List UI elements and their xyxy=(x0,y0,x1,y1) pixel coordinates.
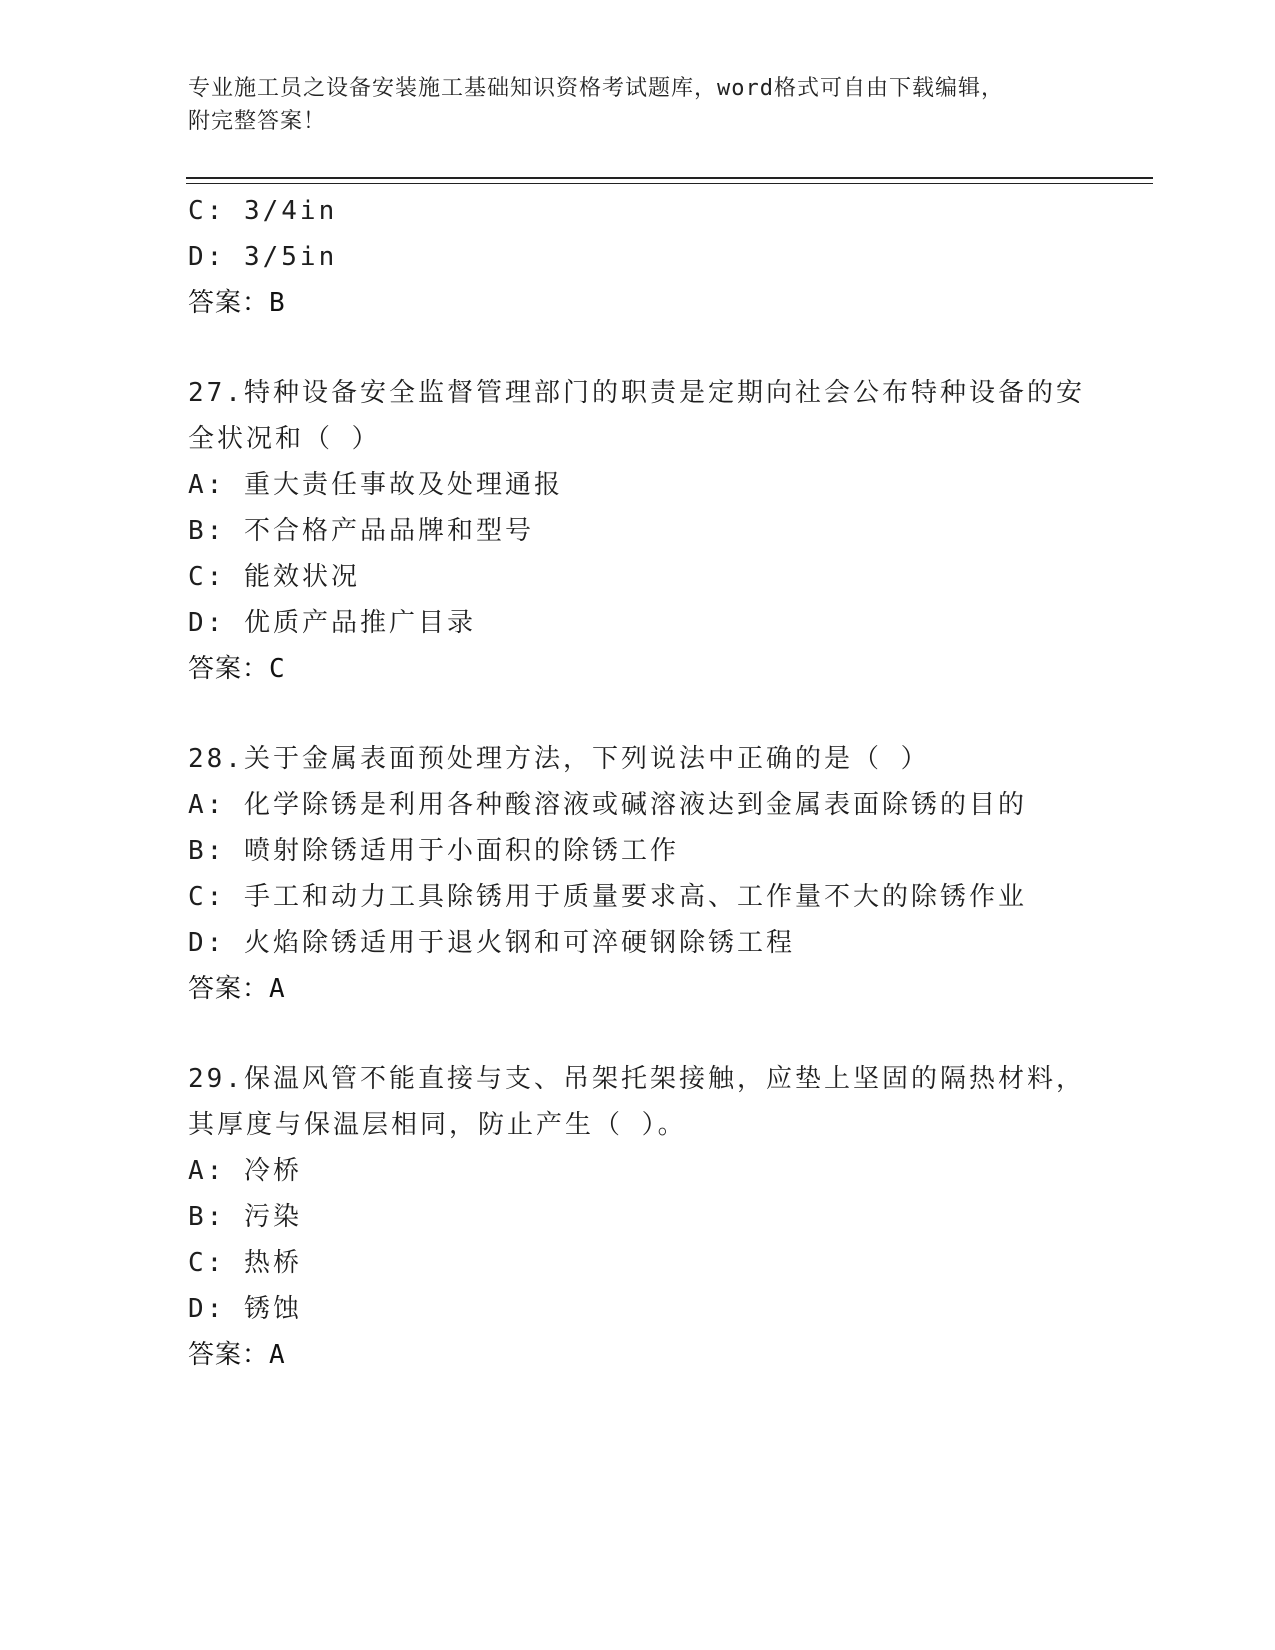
header-line-2: 附完整答案！ xyxy=(188,109,327,134)
question-stem-line-2: 全状况和（ ） xyxy=(188,424,381,454)
answer-value: A xyxy=(269,1340,286,1370)
header-line-1: 专业施工员之设备安装施工基础知识资格考试题库，word格式可自由下载编辑， xyxy=(188,76,1004,101)
question-number: 28. xyxy=(188,744,244,774)
document-header xyxy=(188,72,1068,138)
question-text: 特种设备安全监督管理部门的职责是定期向社会公布特种设备的安 xyxy=(243,378,1085,408)
option-b: B: 污染 xyxy=(188,1202,302,1232)
question-number: 27. xyxy=(188,378,244,408)
question-content xyxy=(188,188,1088,1378)
question-26-partial xyxy=(188,188,1088,326)
answer-line xyxy=(188,280,1088,326)
question-stem-line-1 xyxy=(188,370,1088,416)
question-28 xyxy=(188,736,1088,1012)
answer-label: 答案： xyxy=(188,288,270,318)
option-c: C: 手工和动力工具除锈用于质量要求高、工作量不大的除锈作业 xyxy=(188,882,1027,912)
answer-value: C xyxy=(269,654,286,684)
option-d: D: 优质产品推广目录 xyxy=(188,608,476,638)
question-text: 关于金属表面预处理方法，下列说法中正确的是（ ） xyxy=(243,744,930,774)
question-text: 保温风管不能直接与支、吊架托架接触，应垫上坚固的隔热材料， xyxy=(243,1064,1085,1094)
answer-value: B xyxy=(269,288,286,318)
question-27 xyxy=(188,370,1088,692)
option-a: A: 冷桥 xyxy=(188,1156,302,1186)
option-c: C: 能效状况 xyxy=(188,562,360,592)
option-b: B: 喷射除锈适用于小面积的除锈工作 xyxy=(188,836,679,866)
answer-line xyxy=(188,1332,1088,1378)
answer-value: A xyxy=(269,974,286,1004)
option-d: D: 3/5in xyxy=(188,242,338,272)
question-number: 29. xyxy=(188,1064,244,1094)
answer-line xyxy=(188,646,1088,692)
option-a: A: 重大责任事故及处理通报 xyxy=(188,470,563,500)
option-d: D: 锈蚀 xyxy=(188,1294,302,1324)
option-c: C: 3/4in xyxy=(188,196,338,226)
question-stem-line-2: 其厚度与保温层相同，防止产生（ ）。 xyxy=(188,1110,687,1140)
question-29 xyxy=(188,1056,1088,1378)
answer-label: 答案： xyxy=(188,654,270,684)
header-rule-thick xyxy=(186,177,1153,179)
question-stem-line-1 xyxy=(188,736,1088,782)
option-d: D: 火焰除锈适用于退火钢和可淬硬钢除锈工程 xyxy=(188,928,795,958)
header-rule-thin xyxy=(186,183,1153,184)
answer-line xyxy=(188,966,1088,1012)
answer-label: 答案： xyxy=(188,974,270,1004)
option-a: A: 化学除锈是利用各种酸溶液或碱溶液达到金属表面除锈的目的 xyxy=(188,790,1027,820)
option-c: C: 热桥 xyxy=(188,1248,302,1278)
option-b: B: 不合格产品品牌和型号 xyxy=(188,516,534,546)
answer-label: 答案： xyxy=(188,1340,270,1370)
question-stem-line-1 xyxy=(188,1056,1088,1102)
